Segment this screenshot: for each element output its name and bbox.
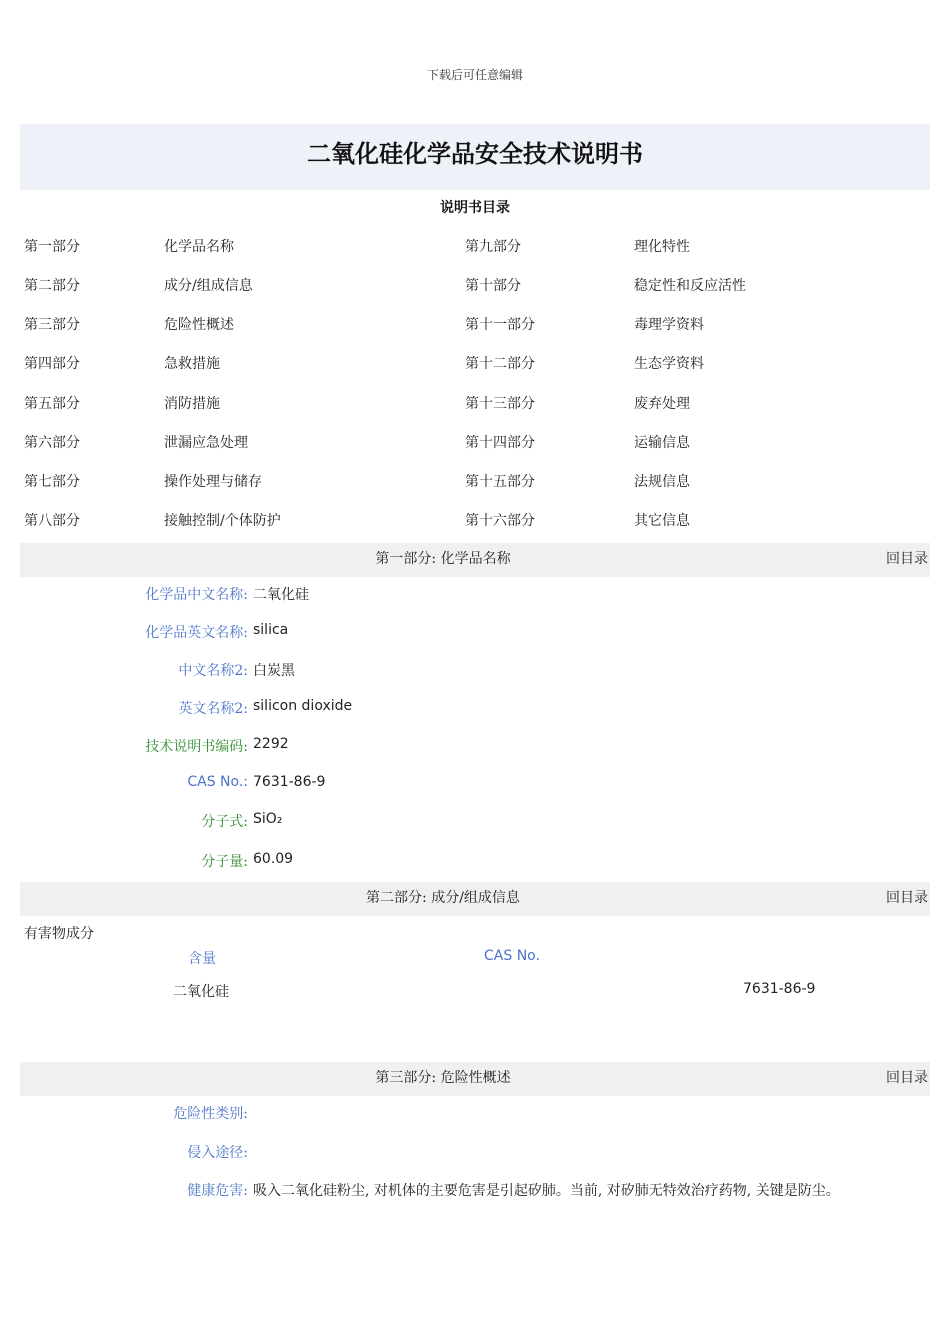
toc-part-4[interactable]: 第四部分 <box>24 356 80 372</box>
toc-name-9[interactable]: 理化特性 <box>634 239 690 255</box>
toc-part-2[interactable]: 第二部分 <box>24 278 80 294</box>
toc-name-16[interactable]: 其它信息 <box>634 513 690 529</box>
section2-title: 第二部分: 成分/组成信息 <box>366 890 520 906</box>
toc-name-1[interactable]: 化学品名称 <box>164 239 234 255</box>
toc-part-7[interactable]: 第七部分 <box>24 474 80 490</box>
field-label-cn-name2: 中文名称2: <box>178 663 248 679</box>
toc-name-10[interactable]: 稳定性和反应活性 <box>634 278 746 294</box>
field-label-cas: CAS No.: <box>187 774 248 790</box>
field-label-en-name: 化学品英文名称: <box>145 625 248 641</box>
toc-part-8[interactable]: 第八部分 <box>24 513 80 529</box>
field-value-en-name2: silicon dioxide <box>253 698 353 714</box>
field-label-formula: 分子式: <box>201 814 248 830</box>
component-name: 二氧化硅 <box>173 984 229 1000</box>
component-cas: 7631-86-9 <box>743 981 816 997</box>
toc-part-12[interactable]: 第十二部分 <box>465 356 535 372</box>
header-note: 下载后可任意编辑 <box>426 68 523 82</box>
toc-name-5[interactable]: 消防措施 <box>164 396 220 412</box>
toc-name-14[interactable]: 运输信息 <box>634 435 690 451</box>
field-label-spec-code: 技术说明书编码: <box>145 739 248 755</box>
field-label-cn-name: 化学品中文名称: <box>145 587 248 603</box>
hazard-components-heading: 有害物成分 <box>24 926 94 942</box>
toc-part-1[interactable]: 第一部分 <box>24 239 80 255</box>
toc-part-16[interactable]: 第十六部分 <box>465 513 535 529</box>
toc-part-3[interactable]: 第三部分 <box>24 317 80 333</box>
toc-name-7[interactable]: 操作处理与储存 <box>164 474 262 490</box>
field-value-health-hazard: 吸入二氧化硅粉尘, 对机体的主要危害是引起矽肺。当前, 对矽肺无特效治疗药物, 关键是防尘。 <box>253 1183 840 1199</box>
field-value-spec-code: 2292 <box>253 736 289 752</box>
column-header-cas: CAS No. <box>484 948 540 964</box>
toc-name-12[interactable]: 生态学资料 <box>634 356 704 372</box>
toc-name-2[interactable]: 成分/组成信息 <box>164 278 253 294</box>
toc-part-6[interactable]: 第六部分 <box>24 435 80 451</box>
toc-name-4[interactable]: 急救措施 <box>164 356 220 372</box>
field-label-en-name2: 英文名称2: <box>178 701 248 717</box>
field-value-en-name: silica <box>253 622 289 638</box>
column-header-content: 含量 <box>188 951 216 967</box>
toc-part-10[interactable]: 第十部分 <box>465 278 521 294</box>
field-label-health-hazard: 健康危害: <box>187 1183 248 1199</box>
toc-part-13[interactable]: 第十三部分 <box>465 396 535 412</box>
toc-part-11[interactable]: 第十一部分 <box>465 317 535 333</box>
toc-name-11[interactable]: 毒理学资料 <box>634 317 704 333</box>
field-value-cas: 7631-86-9 <box>253 774 326 790</box>
field-label-entry-route: 侵入途径: <box>187 1145 248 1161</box>
section3-back-link[interactable]: 回目录 <box>886 1070 928 1086</box>
section1-back-link[interactable]: 回目录 <box>886 551 928 567</box>
field-label-mol-weight: 分子量: <box>201 854 248 870</box>
toc-name-6[interactable]: 泄漏应急处理 <box>164 435 248 451</box>
field-value-cn-name: 二氧化硅 <box>253 587 309 603</box>
toc-name-8[interactable]: 接触控制/个体防护 <box>164 513 281 529</box>
section2-back-link[interactable]: 回目录 <box>886 890 928 906</box>
toc-part-5[interactable]: 第五部分 <box>24 396 80 412</box>
field-value-mol-weight: 60.09 <box>253 851 294 867</box>
toc-part-14[interactable]: 第十四部分 <box>465 435 535 451</box>
toc-part-9[interactable]: 第九部分 <box>465 239 521 255</box>
field-value-formula: SiO₂ <box>253 811 283 827</box>
toc-part-15[interactable]: 第十五部分 <box>465 474 535 490</box>
section3-title: 第三部分: 危险性概述 <box>375 1070 511 1086</box>
toc-name-3[interactable]: 危险性概述 <box>164 317 234 333</box>
field-label-hazard-class: 危险性类别: <box>173 1106 248 1122</box>
toc-title: 说明书目录 <box>440 200 510 216</box>
section1-title: 第一部分: 化学品名称 <box>375 551 511 567</box>
field-value-cn-name2: 白炭黑 <box>253 663 295 679</box>
page-title: 二氧化硅化学品安全技术说明书 <box>307 139 643 168</box>
toc-name-15[interactable]: 法规信息 <box>634 474 690 490</box>
toc-name-13[interactable]: 废弃处理 <box>634 396 690 412</box>
